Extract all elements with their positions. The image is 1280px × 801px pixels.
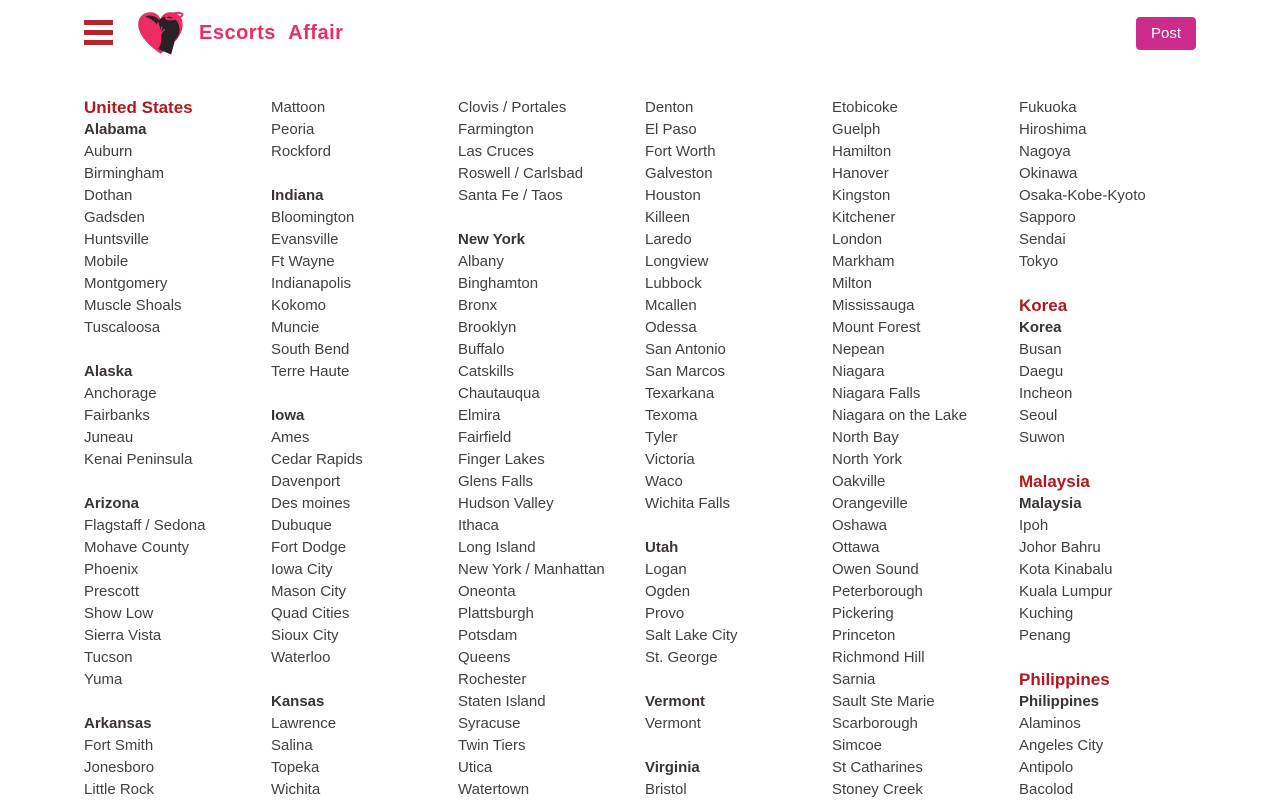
city-link[interactable]: Cedar Rapids	[271, 451, 363, 468]
brand-logo[interactable]	[133, 10, 343, 56]
city-link[interactable]: Wichita	[271, 781, 321, 798]
city-link[interactable]: Ogden	[645, 583, 691, 600]
hamburger-menu-icon[interactable]	[84, 20, 113, 45]
city-link[interactable]: Orangeville	[832, 495, 908, 512]
column-gap	[645, 669, 832, 691]
state-header: Alaska	[84, 363, 133, 380]
city-link[interactable]: Clovis / Portales	[458, 99, 567, 116]
city-link[interactable]: Potsdam	[458, 627, 518, 644]
city-link[interactable]: San Marcos	[645, 363, 726, 380]
city-link[interactable]: Simcoe	[832, 737, 883, 754]
city-link[interactable]: Glens Falls	[458, 473, 534, 490]
city-link[interactable]: North Bay	[832, 429, 899, 446]
city-link[interactable]: Phoenix	[84, 561, 139, 578]
city-link[interactable]: Mohave County	[84, 539, 190, 556]
city-link[interactable]: Santa Fe / Taos	[458, 187, 563, 204]
city-link[interactable]: Buffalo	[458, 341, 505, 358]
city-link[interactable]: Hanover	[832, 165, 889, 182]
city-link[interactable]: Vermont	[645, 715, 701, 732]
city-link[interactable]: Seoul	[1019, 407, 1058, 424]
city-link[interactable]: Mobile	[84, 253, 129, 270]
city-link[interactable]: Quad Cities	[271, 605, 350, 622]
city-link[interactable]: St Catharines	[832, 759, 923, 776]
city-link[interactable]: Des moines	[271, 495, 351, 512]
city-link[interactable]: Show Low	[84, 605, 154, 622]
column-gap	[271, 163, 458, 185]
city-link[interactable]: Houston	[645, 187, 701, 204]
city-link[interactable]: Bronx	[458, 297, 498, 314]
city-link[interactable]: Kuching	[1019, 605, 1074, 622]
city-link[interactable]: Suwon	[1019, 429, 1065, 446]
hamburger-bar	[84, 40, 113, 45]
city-link[interactable]: Hamilton	[832, 143, 892, 160]
state-header: Philippines	[1019, 693, 1100, 710]
state-header: Iowa	[271, 407, 305, 424]
city-link[interactable]: Kenai Peninsula	[84, 451, 193, 468]
city-link[interactable]: Waco	[645, 473, 683, 490]
city-link[interactable]: Indianapolis	[271, 275, 352, 292]
city-link[interactable]: Nepean	[832, 341, 885, 358]
city-link[interactable]: Ipoh	[1019, 517, 1049, 534]
city-link[interactable]: Gadsden	[84, 209, 145, 226]
state-header: Korea	[1019, 319, 1062, 336]
city-link[interactable]: Montgomery	[84, 275, 168, 292]
city-link[interactable]: Ames	[271, 429, 310, 446]
city-link[interactable]: Long Island	[458, 539, 536, 556]
city-link[interactable]: Huntsville	[84, 231, 150, 248]
directory-column	[645, 97, 832, 801]
city-link[interactable]: Laredo	[645, 231, 692, 248]
city-link[interactable]: Mattoon	[271, 99, 326, 116]
city-link[interactable]: Lawrence	[271, 715, 337, 732]
city-link[interactable]: Mount Forest	[832, 319, 921, 336]
city-link[interactable]: Tyler	[645, 429, 678, 446]
city-link[interactable]: Kokomo	[271, 297, 327, 314]
city-link[interactable]: Chautauqua	[458, 385, 540, 402]
city-link[interactable]: Waterloo	[271, 649, 331, 666]
hamburger-bar	[84, 30, 113, 35]
city-link[interactable]: San Antonio	[645, 341, 726, 358]
state-header: Kansas	[271, 693, 325, 710]
city-link[interactable]: Binghamton	[458, 275, 539, 292]
city-link[interactable]: Longview	[645, 253, 709, 270]
city-link[interactable]: Topeka	[271, 759, 320, 776]
city-link[interactable]: Tuscaloosa	[84, 319, 161, 336]
city-link[interactable]: Juneau	[84, 429, 134, 446]
city-link[interactable]: Owen Sound	[832, 561, 919, 578]
city-link[interactable]: Queens	[458, 649, 511, 666]
city-link[interactable]: Etobicoke	[832, 99, 898, 116]
city-link[interactable]: Lubbock	[645, 275, 702, 292]
city-link[interactable]: Hudson Valley	[458, 495, 554, 512]
city-link[interactable]: Dubuque	[271, 517, 332, 534]
column-gap	[271, 383, 458, 405]
city-link[interactable]: Stoney Creek	[832, 781, 923, 798]
city-link[interactable]: Niagara Falls	[832, 385, 921, 402]
city-link[interactable]: Prescott	[84, 583, 140, 600]
city-link[interactable]: Milton	[832, 275, 873, 292]
city-link[interactable]: Sapporo	[1019, 209, 1076, 226]
city-link[interactable]: Hiroshima	[1019, 121, 1087, 138]
city-link[interactable]: Plattsburgh	[458, 605, 534, 622]
city-link[interactable]: Niagara on the Lake	[832, 407, 968, 424]
city-link[interactable]: North York	[832, 451, 903, 468]
city-link[interactable]: Dothan	[84, 187, 133, 204]
city-link[interactable]: Provo	[645, 605, 685, 622]
city-link[interactable]: Antipolo	[1019, 759, 1074, 776]
country-header: Malaysia	[1019, 472, 1090, 491]
city-link[interactable]: Markham	[832, 253, 895, 270]
city-link[interactable]: Sioux City	[271, 627, 339, 644]
state-header: Arizona	[84, 495, 140, 512]
city-link[interactable]: Denton	[645, 99, 694, 116]
column-gap	[458, 207, 645, 229]
country-header: Philippines	[1019, 670, 1110, 689]
city-link[interactable]: Utica	[458, 759, 493, 776]
city-link[interactable]: Finger Lakes	[458, 451, 545, 468]
city-link[interactable]: Killeen	[645, 209, 691, 226]
column-gap	[271, 669, 458, 691]
country-header: Korea	[1019, 296, 1068, 315]
city-link[interactable]: Kota Kinabalu	[1019, 561, 1113, 578]
city-link[interactable]: Salina	[271, 737, 313, 754]
city-link[interactable]: Alaminos	[1019, 715, 1081, 732]
state-header: Indiana	[271, 187, 324, 204]
city-link[interactable]: Farmington	[458, 121, 534, 138]
city-link[interactable]: Ft Wayne	[271, 253, 335, 270]
city-link[interactable]: Twin Tiers	[458, 737, 526, 754]
city-link[interactable]: Sault Ste Marie	[832, 693, 935, 710]
city-link[interactable]: Bacolod	[1019, 781, 1074, 798]
city-link[interactable]: Salt Lake City	[645, 627, 738, 644]
city-link[interactable]: Kingston	[832, 187, 891, 204]
top-header	[0, 0, 1280, 97]
state-header: Virginia	[645, 759, 700, 776]
city-link[interactable]: Penang	[1019, 627, 1071, 644]
state-header: Utah	[645, 539, 679, 556]
state-header: Alabama	[84, 121, 147, 138]
column-gap	[1019, 273, 1206, 295]
city-link[interactable]: Scarborough	[832, 715, 918, 732]
city-link[interactable]: Mississauga	[832, 297, 915, 314]
city-link[interactable]: Iowa City	[271, 561, 333, 578]
city-link[interactable]: London	[832, 231, 883, 248]
city-link[interactable]: Bloomington	[271, 209, 355, 226]
city-link[interactable]: New York / Manhattan	[458, 561, 605, 578]
column-gap	[84, 471, 271, 493]
city-link[interactable]: Sierra Vista	[84, 627, 162, 644]
column-gap	[645, 735, 832, 757]
city-link[interactable]: Muncie	[271, 319, 320, 336]
column-gap	[84, 339, 271, 361]
city-link[interactable]: Johor Bahru	[1019, 539, 1101, 556]
city-link[interactable]: Yuma	[84, 671, 123, 688]
city-link[interactable]: Muscle Shoals	[84, 297, 182, 314]
column-gap	[1019, 449, 1206, 471]
city-link[interactable]: Kuala Lumpur	[1019, 583, 1113, 600]
city-link[interactable]: Davenport	[271, 473, 341, 490]
directory-column	[458, 97, 645, 801]
city-link[interactable]: Tokyo	[1019, 253, 1059, 270]
city-link[interactable]: Flagstaff / Sedona	[84, 517, 206, 534]
city-link[interactable]: Wichita Falls	[645, 495, 731, 512]
column-gap	[1019, 647, 1206, 669]
state-header: Vermont	[645, 693, 706, 710]
city-link[interactable]: Osaka-Kobe-Kyoto	[1019, 187, 1146, 204]
city-link[interactable]: Birmingham	[84, 165, 165, 182]
city-link[interactable]: Evansville	[271, 231, 339, 248]
city-link[interactable]: Okinawa	[1019, 165, 1078, 182]
heart-logo-icon	[133, 10, 191, 56]
directory-column	[84, 97, 271, 801]
city-link[interactable]: Sendai	[1019, 231, 1066, 248]
city-link[interactable]: Peterborough	[832, 583, 923, 600]
city-link[interactable]: Logan	[645, 561, 687, 578]
state-header: Malaysia	[1019, 495, 1082, 512]
city-link[interactable]: Fort Dodge	[271, 539, 347, 556]
city-link[interactable]: Anchorage	[84, 385, 157, 402]
city-link[interactable]: Guelph	[832, 121, 881, 138]
city-link[interactable]: Ithaca	[458, 517, 499, 534]
city-link[interactable]: Las Cruces	[458, 143, 534, 160]
state-header: New York	[458, 231, 525, 248]
city-link[interactable]: Oshawa	[832, 517, 888, 534]
city-link[interactable]: Fort Smith	[84, 737, 154, 754]
state-header: Arkansas	[84, 715, 152, 732]
city-link[interactable]: Angeles City	[1019, 737, 1104, 754]
city-link[interactable]: Texoma	[645, 407, 698, 424]
directory-column	[832, 97, 1019, 801]
city-link[interactable]: South Bend	[271, 341, 350, 358]
city-link[interactable]: Staten Island	[458, 693, 546, 710]
city-link[interactable]: Catskills	[458, 363, 514, 380]
city-link[interactable]: Pickering	[832, 605, 894, 622]
city-link[interactable]: Galveston	[645, 165, 713, 182]
city-link[interactable]: Richmond Hill	[832, 649, 925, 666]
city-link[interactable]: Elmira	[458, 407, 501, 424]
city-link[interactable]: Mason City	[271, 583, 347, 600]
city-link[interactable]: Victoria	[645, 451, 695, 468]
city-link[interactable]: Odessa	[645, 319, 697, 336]
city-link[interactable]: Little Rock	[84, 781, 155, 798]
city-link[interactable]: Fukuoka	[1019, 99, 1077, 116]
city-link[interactable]: Rockford	[271, 143, 332, 160]
hamburger-bar	[84, 20, 113, 25]
city-link[interactable]: Syracuse	[458, 715, 521, 732]
brand-name: Escorts Affair	[199, 21, 344, 44]
directory-column	[1019, 97, 1206, 801]
column-gap	[645, 515, 832, 537]
city-link[interactable]: Auburn	[84, 143, 133, 160]
country-header: United States	[84, 98, 193, 117]
city-link[interactable]: Watertown	[458, 781, 530, 798]
city-link[interactable]: Fairbanks	[84, 407, 150, 424]
city-link[interactable]: Bristol	[645, 781, 687, 798]
directory-column	[271, 97, 458, 801]
city-directory	[84, 97, 1206, 801]
city-link[interactable]: El Paso	[645, 121, 697, 138]
city-link[interactable]: Daegu	[1019, 363, 1064, 380]
city-link[interactable]: Kitchener	[832, 209, 896, 226]
city-link[interactable]: Oakville	[832, 473, 886, 490]
city-link[interactable]: Niagara	[832, 363, 885, 380]
city-link[interactable]: Roswell / Carlsbad	[458, 165, 584, 182]
city-link[interactable]: Tucson	[84, 649, 133, 666]
city-link[interactable]: Busan	[1019, 341, 1062, 358]
city-link[interactable]: Jonesboro	[84, 759, 155, 776]
city-link[interactable]: Peoria	[271, 121, 315, 138]
city-link[interactable]: Ottawa	[832, 539, 880, 556]
post-button[interactable]: Post	[1136, 17, 1196, 50]
city-link[interactable]: Oneonta	[458, 583, 516, 600]
city-link[interactable]: Incheon	[1019, 385, 1073, 402]
column-gap	[84, 691, 271, 713]
city-link[interactable]: Brooklyn	[458, 319, 517, 336]
city-link[interactable]: Sarnia	[832, 671, 876, 688]
city-link[interactable]: Terre Haute	[271, 363, 350, 380]
city-link[interactable]: Texarkana	[645, 385, 715, 402]
city-link[interactable]: Nagoya	[1019, 143, 1071, 160]
city-link[interactable]: Albany	[458, 253, 504, 270]
city-link[interactable]: Fairfield	[458, 429, 512, 446]
city-link[interactable]: Fort Worth	[645, 143, 716, 160]
city-link[interactable]: Mcallen	[645, 297, 697, 314]
city-link[interactable]: St. George	[645, 649, 718, 666]
city-link[interactable]: Rochester	[458, 671, 527, 688]
city-link[interactable]: Princeton	[832, 627, 896, 644]
